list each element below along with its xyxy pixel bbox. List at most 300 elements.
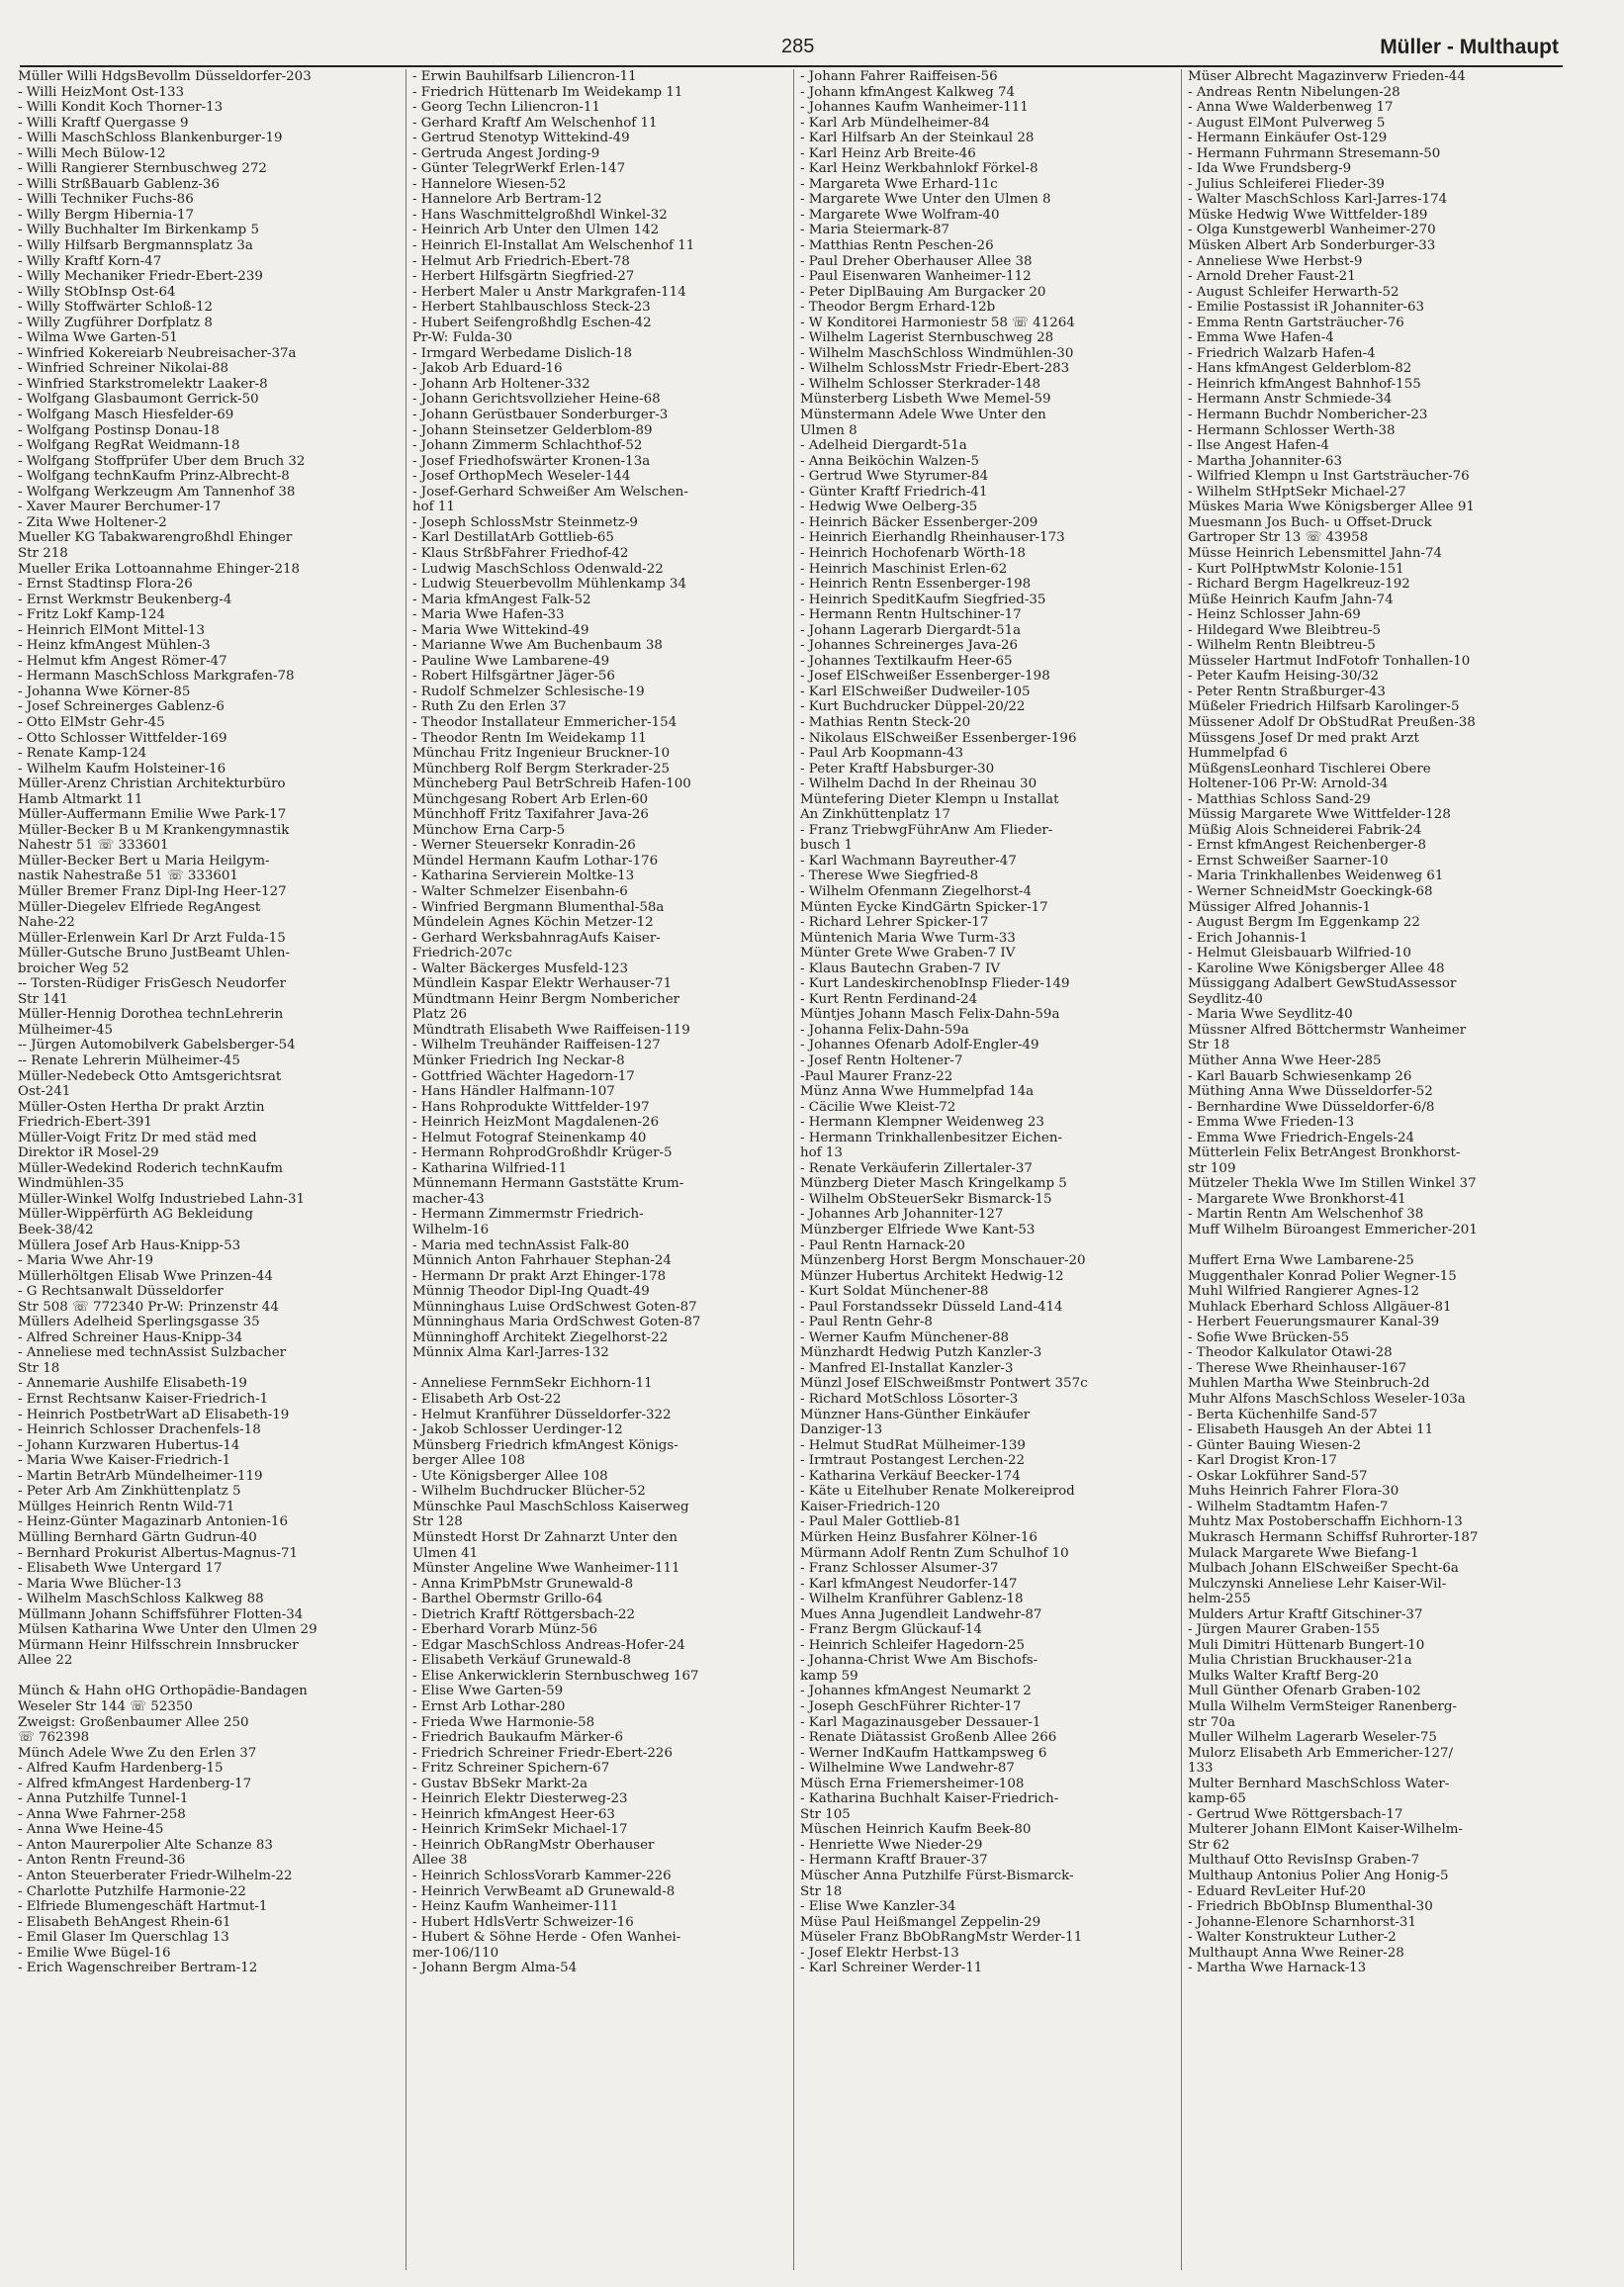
directory-entry: - Gertruda Angest Jording-9 — [412, 145, 600, 161]
directory-entry: - Ludwig MaschSchloss Odenwald-22 — [412, 561, 664, 577]
directory-entry: - Heinrich PostbetrWart aD Elisabeth-19 — [18, 1407, 290, 1422]
directory-entry: Münter Grete Wwe Graben-7 IV — [800, 946, 1016, 961]
directory-entry: - Eduard RevLeiter Huf-20 — [1188, 1883, 1366, 1899]
directory-entry: Mulczynski Anneliese Lehr Kaiser-Wil- — [1188, 1576, 1447, 1592]
directory-entry — [412, 1361, 787, 1377]
directory-entry: - Heinrich Arb Unter den Ulmen 142 — [412, 223, 660, 238]
directory-entry: - Wilhelm Ofenmann Ziegelhorst-4 — [800, 883, 1033, 899]
directory-entry: Str 18 — [18, 1360, 60, 1376]
directory-entry: - Willy Bergm Hibernia-17 — [18, 207, 194, 223]
directory-entry: - Emma Rentn Gartsträucher-76 — [1188, 315, 1404, 330]
directory-entry: - Renate Verkäuferin Zillertaler-37 — [800, 1160, 1033, 1176]
directory-entry: Müse Paul Heißmangel Zeppelin-29 — [800, 1914, 1041, 1930]
directory-entry: - Hannelore Wiesen-52 — [412, 176, 567, 192]
directory-entry: Multerer Johann ElMont Kaiser-Wilhelm- — [1188, 1822, 1463, 1838]
directory-entry: - Fritz Lokf Kamp-124 — [18, 607, 166, 623]
page-number: 285 — [781, 36, 815, 57]
directory-entry: - Willi Rangierer Sternbuschweg 272 — [18, 161, 267, 177]
directory-entry: - Helmut Kranführer Düsseldorfer-322 — [412, 1407, 672, 1422]
directory-entry: - Willi Kraftf Quergasse 9 — [18, 115, 189, 131]
directory-entry: Muli Dimitri Hüttenarb Bungert-10 — [1188, 1637, 1425, 1653]
directory-entry: - Heinrich kfmAngest Bahnhof-155 — [1188, 376, 1421, 392]
directory-entry: - Ernst Rechtsanw Kaiser-Friedrich-1 — [18, 1392, 269, 1408]
directory-entry: - Theodor Bergm Erhard-12b — [800, 300, 996, 316]
directory-entry: Weseler Str 144 ☏ 52350 — [18, 1698, 193, 1714]
directory-entry: - Mathias Rentn Steck-20 — [800, 714, 971, 730]
directory-entry: - Johannes Textilkaufm Heer-65 — [800, 653, 1013, 669]
directory-entry: - Wilhelm Rentn Bleibtreu-5 — [1188, 638, 1376, 654]
directory-entry: - Friedrich Walzarb Hafen-4 — [1188, 345, 1376, 361]
directory-entry: - Maria med technAssist Falk-80 — [412, 1237, 630, 1253]
directory-entry: - Heinrich Rentn Essenberger-198 — [800, 577, 1032, 593]
directory-entry: Müssiger Alfred Johannis-1 — [1188, 899, 1372, 915]
directory-entry: - Maria Wwe Kaiser-Friedrich-1 — [18, 1453, 231, 1469]
directory-entry: - Karl ElSchweißer Dudweiler-105 — [800, 684, 1031, 699]
directory-entry: - Anna Beiköchin Walzen-5 — [800, 453, 979, 469]
directory-entry: Multhaup Antonius Polier Ang Honig-5 — [1188, 1868, 1449, 1883]
directory-entry: - Wilhelm Dachd In der Rheinau 30 — [800, 777, 1038, 792]
directory-entry: - Johann Kurzwaren Hubertus-14 — [18, 1437, 240, 1453]
directory-entry: - Herbert Stahlbauschloss Steck-23 — [412, 300, 651, 316]
directory-entry: - Johann Gerüstbauer Sonderburger-3 — [412, 408, 669, 423]
directory-entry: - Jakob Schlosser Uerdinger-12 — [412, 1422, 623, 1438]
directory-entry: Müntjes Johann Masch Felix-Dahn-59a — [800, 1007, 1060, 1023]
directory-entry: Mütterlein Felix BetrAngest Bronkhorst- — [1188, 1145, 1461, 1161]
directory-entry: Müsseler Hartmut IndFotofr Tonhallen-10 — [1188, 653, 1471, 669]
directory-entry: Mull Günther Ofenarb Graben-102 — [1188, 1684, 1421, 1699]
directory-entry: Müller-Voigt Fritz Dr med städ med — [18, 1130, 257, 1145]
directory-entry: - Wilhelm Buchdrucker Blücher-52 — [412, 1484, 646, 1500]
directory-entry: Mulla Wilhelm VermSteiger Ranenberg- — [1188, 1698, 1457, 1714]
directory-entry: - Günter Bauing Wiesen-2 — [1188, 1437, 1362, 1453]
directory-entry: Müße Heinrich Kaufm Jahn-74 — [1188, 592, 1394, 607]
directory-entry: - Renate Diätassist Großenb Allee 266 — [800, 1730, 1057, 1746]
directory-entry: Müller-Osten Hertha Dr prakt Ärztin — [18, 1099, 265, 1115]
directory-entry: - Ernst Stadtinsp Flora-26 — [18, 577, 193, 593]
directory-entry: - Zita Wwe Holtener-2 — [18, 514, 167, 530]
directory-entry: - Hubert & Söhne Herde - Öfen Wanhei- — [412, 1930, 681, 1946]
directory-entry: - Willy Mechaniker Friedr-Ebert-239 — [18, 269, 263, 285]
directory-entry: - Heinrich kfmAngest Heer-63 — [412, 1806, 615, 1822]
directory-entry: Muhlen Martha Wwe Steinbruch-2d — [1188, 1376, 1430, 1392]
directory-entry: - Werner Steuersekr Konradin-26 — [412, 838, 636, 854]
directory-entry: Mündtmann Heinr Bergm Nombericher — [412, 991, 680, 1007]
directory-entry: Müschen Heinrich Kaufm Beek-80 — [800, 1822, 1032, 1838]
directory-entry: - Karl Heinz Arb Breite-46 — [800, 145, 976, 161]
directory-entry: - Paul Eisenwaren Wanheimer-112 — [800, 269, 1032, 285]
directory-entry: Muffert Erna Wwe Lambarene-25 — [1188, 1253, 1414, 1269]
directory-entry: - Johann Arb Holtener-332 — [412, 376, 590, 392]
directory-entry: Allee 22 — [18, 1653, 73, 1669]
directory-entry: - Henriette Wwe Nieder-29 — [800, 1837, 983, 1853]
directory-entry: - Bernhard Prokurist Albertus-Magnus-71 — [18, 1545, 299, 1561]
directory-entry: Mülling Bernhard Gärtn Gudrun-40 — [18, 1529, 257, 1545]
directory-entry: - Heinrich SpeditKaufm Siegfried-35 — [800, 592, 1046, 607]
directory-entry: Münchberg Rolf Bergm Sterkrader-25 — [412, 761, 670, 777]
directory-entry: Mündlein Kaspar Elektr Werhauser-71 — [412, 976, 673, 992]
directory-entry: - Willi HeizMont Ost-133 — [18, 84, 184, 100]
directory-entry: Müllers Adelheid Sperlingsgasse 35 — [18, 1315, 260, 1330]
directory-entry: Münnemann Hermann Gaststätte Krum- — [412, 1176, 684, 1192]
directory-entry: - Wilhelm SchlossMstr Friedr-Ebert-283 — [800, 361, 1070, 377]
directory-entry: Münninghoff Architekt Ziegelhorst-22 — [412, 1329, 669, 1345]
directory-entry: Münnix Alma Karl-Jarres-132 — [412, 1345, 609, 1361]
directory-entry: - Georg Techn Liliencron-11 — [412, 100, 600, 116]
directory-entry: Münschke Paul MaschSchloss Kaiserweg — [412, 1499, 689, 1514]
directory-entry: - August Schleifer Herwarth-52 — [1188, 284, 1399, 300]
directory-entry: - Hannelore Arb Bertram-12 — [412, 192, 602, 208]
directory-entry: Direktor iR Mosel-29 — [18, 1145, 159, 1161]
directory-entry: - Johannes Kaufm Wanheimer-111 — [800, 100, 1029, 116]
directory-entry: Münten Eycke KindGärtn Spicker-17 — [800, 899, 1048, 915]
directory-entry: - Anneliese med technAssist Sulzbacher — [18, 1345, 287, 1361]
directory-entry: Mulbach Johann ElSchweißer Specht-6a — [1188, 1561, 1459, 1577]
directory-entry: - Emil Glaser Im Querschlag 13 — [18, 1930, 229, 1946]
directory-entry: ☏ 762398 — [18, 1730, 90, 1746]
directory-entry: Münzer Hubertus Architekt Hedwig-12 — [800, 1268, 1064, 1284]
directory-entry: Münchow Erna Carp-5 — [412, 822, 566, 838]
directory-entry: - Hermann Buchdr Nombericher-23 — [1188, 408, 1428, 423]
directory-entry: - W Konditorei Harmoniestr 58 ☏ 41264 — [800, 315, 1075, 330]
directory-entry: - Maria Wwe Ahr-19 — [18, 1253, 154, 1269]
directory-entry: - Peter Kraftf Habsburger-30 — [800, 761, 995, 777]
directory-entry: - Ute Königsberger Allee 108 — [412, 1468, 608, 1484]
directory-entry: - Klaus Bautechn Graben-7 IV — [800, 961, 1001, 976]
directory-entry: - Wilhelm Lagerist Sternbuschweg 28 — [800, 330, 1054, 346]
directory-entry: - Jakob Arb Eduard-16 — [412, 361, 563, 377]
directory-entry: - Karl Schreiner Werder-11 — [800, 1961, 983, 1976]
directory-entry: 133 — [1188, 1761, 1214, 1777]
directory-entry: - Heinrich Maschinist Erlen-62 — [800, 561, 1008, 577]
directory-entry: - Paul Rentn Harnack-20 — [800, 1237, 965, 1253]
directory-entry: - Johanne-Elenore Scharnhorst-31 — [1188, 1914, 1416, 1930]
directory-entry: - Paul Maler Gottlieb-81 — [800, 1514, 962, 1530]
directory-entry: - Heinz kfmAngest Mühlen-3 — [18, 638, 211, 654]
directory-entry: Münz Anna Wwe Hummelpfad 14a — [800, 1084, 1035, 1100]
directory-entry: - Oskar Lokführer Sand-57 — [1188, 1468, 1368, 1484]
directory-entry: - Karl Hilfsarb An der Steinkaul 28 — [800, 131, 1035, 146]
directory-entry: - Hermann Trinkhallenbesitzer Eichen- — [800, 1130, 1062, 1145]
directory-entry: - Josef Schreinerges Gablenz-6 — [18, 699, 225, 715]
directory-entry: - Elisabeth Hausgeh An der Abtei 11 — [1188, 1422, 1434, 1438]
directory-entry: hof 13 — [800, 1145, 843, 1161]
directory-entry: Müscher Anna Putzhilfe Fürst-Bismarck- — [800, 1868, 1074, 1883]
directory-entry: - Wilhelm Schlosser Sterkrader-148 — [800, 376, 1040, 392]
directory-entry: - Karl Arb Mündelheimer-84 — [800, 115, 990, 131]
directory-entry: - Hermann Einkäufer Ost-129 — [1188, 131, 1388, 146]
directory-entry: Str 128 — [412, 1514, 463, 1530]
directory-entry: - Paul Forstandssekr Düsseld Land-414 — [800, 1299, 1063, 1315]
directory-entry: Müncheberg Paul BetrSchreib Hafen-100 — [412, 777, 691, 792]
directory-entry: - Elisabeth Arb Ost-22 — [412, 1392, 562, 1408]
directory-entry: - Werner IndKaufm Hattkampsweg 6 — [800, 1745, 1047, 1761]
directory-entry: - Nikolaus ElSchweißer Essenberger-196 — [800, 730, 1077, 746]
directory-entry: Münch & Hahn oHG Orthopädie-Bandagen — [18, 1684, 308, 1699]
directory-entry: - Josef Rentn Holtener-7 — [800, 1053, 963, 1068]
directory-entry: - Elise Wwe Garten-59 — [412, 1684, 564, 1699]
directory-entry: -- Jürgen Automobilverk Gabelsberger-54 — [18, 1038, 296, 1053]
directory-entry: - Richard Bergm Hagelkreuz-192 — [1188, 577, 1410, 593]
directory-entry: - Fritz Schreiner Spichern-67 — [412, 1761, 610, 1777]
directory-entry: - Martin Rentn Am Welschenhof 38 — [1188, 1207, 1424, 1223]
directory-entry: Mues Anna Jugendleit Landwehr-87 — [800, 1606, 1042, 1622]
directory-entry: MüßgensLeonhard Tischlerei Obere — [1188, 761, 1431, 777]
directory-entry: - Jürgen Maurer Graben-155 — [1188, 1622, 1381, 1638]
directory-entry: - Anton Maurerpolier Alte Schanze 83 — [18, 1837, 273, 1853]
directory-entry — [18, 1669, 400, 1685]
directory-entry: - Helmut kfm Angest Römer-47 — [18, 653, 227, 669]
directory-entry: broicher Weg 52 — [18, 961, 130, 976]
directory-entry: - Hermann MaschSchloss Markgrafen-78 — [18, 669, 295, 685]
directory-entry: - Emilie Postassist iR Johanniter-63 — [1188, 300, 1425, 316]
directory-entry: Münnig Theodor Dipl-Ing Quadt-49 — [412, 1284, 650, 1300]
directory-entry: busch 1 — [800, 838, 853, 854]
directory-entry: Mulia Christian Bruckhauser-21a — [1188, 1653, 1412, 1669]
directory-entry: Müssiggang Adalbert GewStudAssessor — [1188, 976, 1457, 992]
directory-entry: - Kurt PolHptwMstr Kolonie-151 — [1188, 561, 1404, 577]
directory-entry: - Cäcilie Wwe Kleist-72 — [800, 1099, 956, 1115]
directory-entry: - Hermann Kraftf Brauer-37 — [800, 1853, 988, 1869]
directory-entry: Müller-Nedebeck Otto Amtsgerichtsrat — [18, 1068, 282, 1084]
directory-entry: - Heinrich Bäcker Essenberger-209 — [800, 514, 1038, 530]
directory-entry: Holtener-106 Pr-W: Arnold-34 — [1188, 777, 1389, 792]
directory-entry: - Erich Wagenschreiber Bertram-12 — [18, 1961, 258, 1976]
directory-entry: Müller Willi HdgsBevollm Düsseldorfer-203 — [18, 69, 312, 84]
directory-entry: kamp-65 — [1188, 1791, 1246, 1807]
directory-entry: - Heinrich ElMont Mittel-13 — [18, 622, 205, 638]
directory-entry: Müller-Wippërfürth AG Bekleidung — [18, 1207, 253, 1223]
directory-entry: Str 18 — [1188, 1038, 1230, 1053]
directory-entry: Mündelein Agnes Köchin Metzer-12 — [412, 915, 654, 931]
directory-entry: Müsken Albert Arb Sonderburger-33 — [1188, 238, 1436, 254]
directory-entry: - Herbert Maler u Anstr Markgrafen-114 — [412, 284, 686, 300]
directory-entry: Münchgesang Robert Arb Erlen-60 — [412, 791, 649, 807]
directory-entry: - Johanna Felix-Dahn-59a — [800, 1022, 969, 1038]
directory-entry: - Paul Rentn Gehr-8 — [800, 1315, 933, 1330]
directory-entry: Müller-Becker Bert u Maria Heilgym- — [18, 853, 270, 869]
directory-entry: - Heinrich SchlossVorarb Kammer-226 — [412, 1868, 672, 1883]
directory-entry: Nahestr 51 ☏ 333601 — [18, 838, 169, 854]
directory-entry: Mürmann Adolf Rentn Zum Schulhof 10 — [800, 1545, 1069, 1561]
directory-entry: nastik Nahestraße 51 ☏ 333601 — [18, 869, 238, 884]
directory-entry: - Gertrud Stenotyp Wittekind-49 — [412, 131, 630, 146]
directory-entry: - Josef Friedhofswärter Kronen-13a — [412, 453, 651, 469]
directory-entry: - Johann Fahrer Raiffeisen-56 — [800, 69, 998, 84]
directory-entry: - Willy StObInsp Ost-64 — [18, 284, 176, 300]
directory-entry: - Therese Wwe Siegfried-8 — [800, 869, 979, 884]
directory-entry: - Paul Dreher Oberhauser Allee 38 — [800, 253, 1033, 269]
directory-entry: Müssig Margarete Wwe Wittfelder-128 — [1188, 807, 1451, 823]
directory-entry: - Ilse Angest Hafen-4 — [1188, 438, 1329, 454]
directory-entry: - Anton Rentn Freund-36 — [18, 1853, 186, 1869]
directory-entry: - Wolfgang Masch Hiesfelder-69 — [18, 408, 234, 423]
directory-entry: Münster Angeline Wwe Wanheimer-111 — [412, 1561, 680, 1577]
directory-entry: macher-43 — [412, 1191, 485, 1207]
directory-entry: Mürken Heinz Busfahrer Kölner-16 — [800, 1529, 1038, 1545]
directory-entry: - Manfred El-Installat Kanzler-3 — [800, 1360, 1014, 1376]
directory-entry: - Willy Buchhalter Im Birkenkamp 5 — [18, 223, 259, 238]
directory-entry: Müssener Adolf Dr ObStudRat Preußen-38 — [1188, 714, 1476, 730]
directory-entry: Seydlitz-40 — [1188, 991, 1263, 1007]
directory-entry: - Heinrich KrimSekr Michael-17 — [412, 1822, 628, 1838]
directory-entry: Zweigst: Großenbaumer Allee 250 — [18, 1714, 249, 1730]
directory-entry: - Joseph GeschFührer Richter-17 — [800, 1698, 1022, 1714]
directory-entry: Mulorz Elisabeth Arb Emmericher-127/ — [1188, 1745, 1454, 1761]
directory-entry: - Anna Wwe Heine-45 — [18, 1822, 164, 1838]
directory-column — [793, 69, 1181, 2270]
directory-entry: - Willy Zugführer Dorfplatz 8 — [18, 315, 213, 330]
directory-entry: - Elisabeth Verkäuf Grunewald-8 — [412, 1653, 632, 1669]
directory-entry: - Berta Küchenhilfe Sand-57 — [1188, 1407, 1378, 1422]
directory-entry: - Wolfgang Postinsp Donau-18 — [18, 422, 220, 438]
directory-entry: - Heinrich Elektr Diesterweg-23 — [412, 1791, 628, 1807]
directory-entry: Müsse Heinrich Lebensmittel Jahn-74 — [1188, 545, 1443, 561]
directory-entry: - Ruth Zu den Erlen 37 — [412, 699, 567, 715]
directory-entry: - Elisabeth Wwe Untergard 17 — [18, 1561, 223, 1577]
directory-entry: Müther Anna Wwe Heer-285 — [1188, 1053, 1382, 1068]
directory-entry: Multer Bernhard MaschSchloss Water- — [1188, 1776, 1450, 1791]
directory-entry: - Karl Drogist Kron-17 — [1188, 1453, 1337, 1469]
directory-entry: - Helmut Gleisbauarb Wilfried-10 — [1188, 946, 1411, 961]
directory-entry: - Willi MaschSchloss Blankenburger-19 — [18, 131, 283, 146]
directory-entry: Ost-241 — [18, 1084, 71, 1100]
directory-entry: Mündtrath Elisabeth Wwe Raiffeisen-119 — [412, 1022, 690, 1038]
directory-entry: Münninghaus Maria OrdSchwest Goten-87 — [412, 1315, 701, 1330]
directory-entry: An Zinkhüttenplatz 17 — [800, 807, 951, 823]
directory-entry: - Wilfried Klempn u Inst Gartsträucher-76 — [1188, 469, 1470, 485]
directory-entry: Müntenich Maria Wwe Turm-33 — [800, 930, 1016, 946]
directory-entry: - Walter Schmelzer Eisenbahn-6 — [412, 883, 628, 899]
directory-entry: - Katharina Wilfried-11 — [412, 1160, 568, 1176]
directory-entry: - Maria Trinkhallenbes Weidenweg 61 — [1188, 869, 1444, 884]
directory-entry: - Arnold Dreher Faust-21 — [1188, 269, 1356, 285]
directory-entry: - Herbert Feuerungsmaurer Kanal-39 — [1188, 1315, 1440, 1330]
directory-entry: - Franz Bergm Glückauf-14 — [800, 1622, 982, 1638]
directory-entry: Müller-Diegelev Elfriede RegAngest — [18, 899, 261, 915]
directory-entry: - Alfred kfmAngest Hardenberg-17 — [18, 1776, 252, 1791]
directory-entry: hof 11 — [412, 500, 455, 515]
directory-entry: Münzberg Dieter Masch Kringelkamp 5 — [800, 1176, 1067, 1192]
directory-entry: - Peter Rentn Straßburger-43 — [1188, 684, 1386, 699]
directory-entry: Muhtz Max Postoberschaffn Eichhorn-13 — [1188, 1514, 1463, 1530]
directory-entry: Münzberger Elfriede Wwe Kant-53 — [800, 1223, 1036, 1238]
directory-entry: - Heinrich Schlosser Drachenfels-18 — [18, 1422, 261, 1438]
directory-entry: - Friedrich Baukaufm Märker-6 — [412, 1730, 623, 1746]
directory-entry: Münzl Josef ElSchweißmstr Pontwert 357c — [800, 1376, 1088, 1392]
directory-entry: - Anna KrimPbMstr Grunewald-8 — [412, 1576, 634, 1592]
directory-entry: - Gustav BbSekr Markt-2a — [412, 1776, 588, 1791]
directory-entry: Münnich Anton Fahrhauer Stephan-24 — [412, 1253, 672, 1269]
directory-entry: - Ernst Werkmstr Beukenberg-4 — [18, 592, 232, 607]
directory-entry: Müllera Josef Arb Haus-Knipp-53 — [18, 1237, 241, 1253]
directory-entry: Mulack Margarete Wwe Biefang-1 — [1188, 1545, 1419, 1561]
directory-entry: - Ida Wwe Frundsberg-9 — [1188, 161, 1352, 177]
directory-entry: - Frieda Wwe Harmonie-58 — [412, 1714, 595, 1730]
directory-entry: - Winfried Schreiner Nikolai-88 — [18, 361, 229, 377]
directory-entry: - Wolfgang RegRat Weidmann-18 — [18, 438, 240, 454]
directory-entry: - Gerhard Kraftf Am Welschenhof 11 — [412, 115, 658, 131]
directory-entry: Mueller Erika Lottoannahme Ehinger-218 — [18, 561, 301, 577]
directory-entry: - Matthias Rentn Peschen-26 — [800, 238, 994, 254]
directory-entry: Müssner Alfred Böttchermstr Wanheimer — [1188, 1022, 1467, 1038]
directory-entry: - Kurt Rentn Ferdinand-24 — [800, 991, 978, 1007]
directory-entry: Gartroper Str 13 ☏ 43958 — [1188, 530, 1369, 546]
directory-entry: - Marianne Wwe Am Buchenbaum 38 — [412, 638, 663, 654]
directory-entry: Münker Friedrich Ing Neckar-8 — [412, 1053, 625, 1068]
directory-entry: - Charlotte Putzhilfe Harmonie-22 — [18, 1883, 246, 1899]
directory-entry: Beek-38/42 — [18, 1223, 94, 1238]
directory-entry: - Julius Schleiferei Flieder-39 — [1188, 176, 1385, 192]
directory-entry: - Emma Wwe Friedrich-Engels-24 — [1188, 1130, 1415, 1145]
directory-entry: Münstermann Adele Wwe Unter den — [800, 408, 1046, 423]
directory-entry: - Johanna-Christ Wwe Am Bischofs- — [800, 1653, 1038, 1669]
directory-entry: - Wilhelm MaschSchloss Kalkweg 88 — [18, 1592, 264, 1607]
directory-entry: Muhs Heinrich Fahrer Flora-30 — [1188, 1484, 1399, 1500]
directory-entry: - Heinrich Schleifer Hagedorn-25 — [800, 1637, 1026, 1653]
directory-entry: - Wolfgang Werkzeugm Am Tannenhof 38 — [18, 484, 296, 500]
directory-entry: - Hans Waschmittelgroßhdl Winkel-32 — [412, 207, 668, 223]
directory-entry: - Heinrich ObRangMstr Oberhauser — [412, 1837, 655, 1853]
directory-entry: - Wolfgang Stoffprüfer Über dem Bruch 32 — [18, 453, 306, 469]
directory-entry: - Ernst kfmAngest Reichenberger-8 — [1188, 838, 1426, 854]
directory-entry: - Josef-Gerhard Schweißer Am Welschen- — [412, 484, 688, 500]
directory-entry: - Friedrich Schreiner Friedr-Ebert-226 — [412, 1745, 673, 1761]
directory-entry: Str 62 — [1188, 1837, 1230, 1853]
directory-entry: - Heinrich Hochofenarb Wörth-18 — [800, 545, 1026, 561]
directory-entry: - Dietrich Kraftf Röttgersbach-22 — [412, 1606, 636, 1622]
directory-entry: Müßig Alois Schneiderei Fabrik-24 — [1188, 822, 1422, 838]
directory-entry: - Eberhard Vorarb Münz-56 — [412, 1622, 597, 1638]
directory-entry: - Wilhelmine Wwe Landwehr-87 — [800, 1761, 1015, 1777]
directory-entry: Kaiser-Friedrich-120 — [800, 1499, 941, 1514]
directory-entry: Str 141 — [18, 991, 68, 1007]
directory-entry: - Wilhelm StHptSekr Michael-27 — [1188, 484, 1406, 500]
directory-entry: - Gottfried Wächter Hagedorn-17 — [412, 1068, 635, 1084]
directory-entry: - Margarete Wwe Wolfram-40 — [800, 207, 1000, 223]
directory-entry: - Wilhelm ObSteuerSekr Bismarck-15 — [800, 1191, 1052, 1207]
directory-entry: - Käte u Eitelhuber Renate Molkereiprod — [800, 1484, 1075, 1500]
directory-entry: - Ernst Schweißer Saarner-10 — [1188, 853, 1389, 869]
directory-entry: Str 508 ☏ 772340 Pr-W: Prinzenstr 44 — [18, 1299, 279, 1315]
directory-entry: Müller-Auffermann Emilie Wwe Park-17 — [18, 807, 287, 823]
directory-entry: - Therese Wwe Rheinhauser-167 — [1188, 1360, 1407, 1376]
directory-entry: - Anneliese Wwe Herbst-9 — [1188, 253, 1363, 269]
directory-entry: Müthing Anna Wwe Düsseldorfer-52 — [1188, 1084, 1433, 1100]
directory-entry: - Johannes kfmAngest Neumarkt 2 — [800, 1684, 1032, 1699]
directory-entry: Münzhardt Hedwig Putzh Kanzler-3 — [800, 1345, 1042, 1361]
directory-entry: Muhr Alfons MaschSchloss Weseler-103a — [1188, 1392, 1466, 1408]
directory-entry: - Robert Hilfsgärtner Jäger-56 — [412, 669, 615, 685]
directory-entry: - Hermann Klempner Weidenweg 23 — [800, 1115, 1044, 1131]
directory-entry: - Margareta Wwe Erhard-11c — [800, 176, 998, 192]
directory-entry: - Hubert HdlsVertr Schweizer-16 — [412, 1914, 634, 1930]
directory-entry: Müser Albrecht Magazinverw Frieden-44 — [1188, 69, 1466, 84]
directory-entry: - Katharina Servierein Moltke-13 — [412, 869, 635, 884]
directory-entry: Müller Bremer Franz Dipl-Ing Heer-127 — [18, 883, 287, 899]
directory-entry: - Emma Wwe Hafen-4 — [1188, 330, 1334, 346]
directory-entry: - Hermann Anstr Schmiede-34 — [1188, 392, 1393, 408]
directory-entry: - Theodor Installateur Emmericher-154 — [412, 714, 677, 730]
directory-entry: - Johanna Wwe Körner-85 — [18, 684, 191, 699]
directory-entry: Muhl Wilfried Rangierer Agnes-12 — [1188, 1284, 1419, 1300]
directory-entry: - August Bergm Im Eggenkamp 22 — [1188, 915, 1420, 931]
directory-entry: - Kurt Buchdrucker Düppel-20/22 — [800, 699, 1026, 715]
directory-entry: - Matthias Schloss Sand-29 — [1188, 791, 1371, 807]
directory-entry: - Herbert Hilfsgärtn Siegfried-27 — [412, 269, 635, 285]
directory-entry: - Annemarie Aushilfe Elisabeth-19 — [18, 1376, 247, 1392]
directory-entry: Müller-Becker B u M Krankengymnastik — [18, 822, 290, 838]
directory-entry: - Karl kfmAngest Neudorfer-147 — [800, 1576, 1018, 1592]
